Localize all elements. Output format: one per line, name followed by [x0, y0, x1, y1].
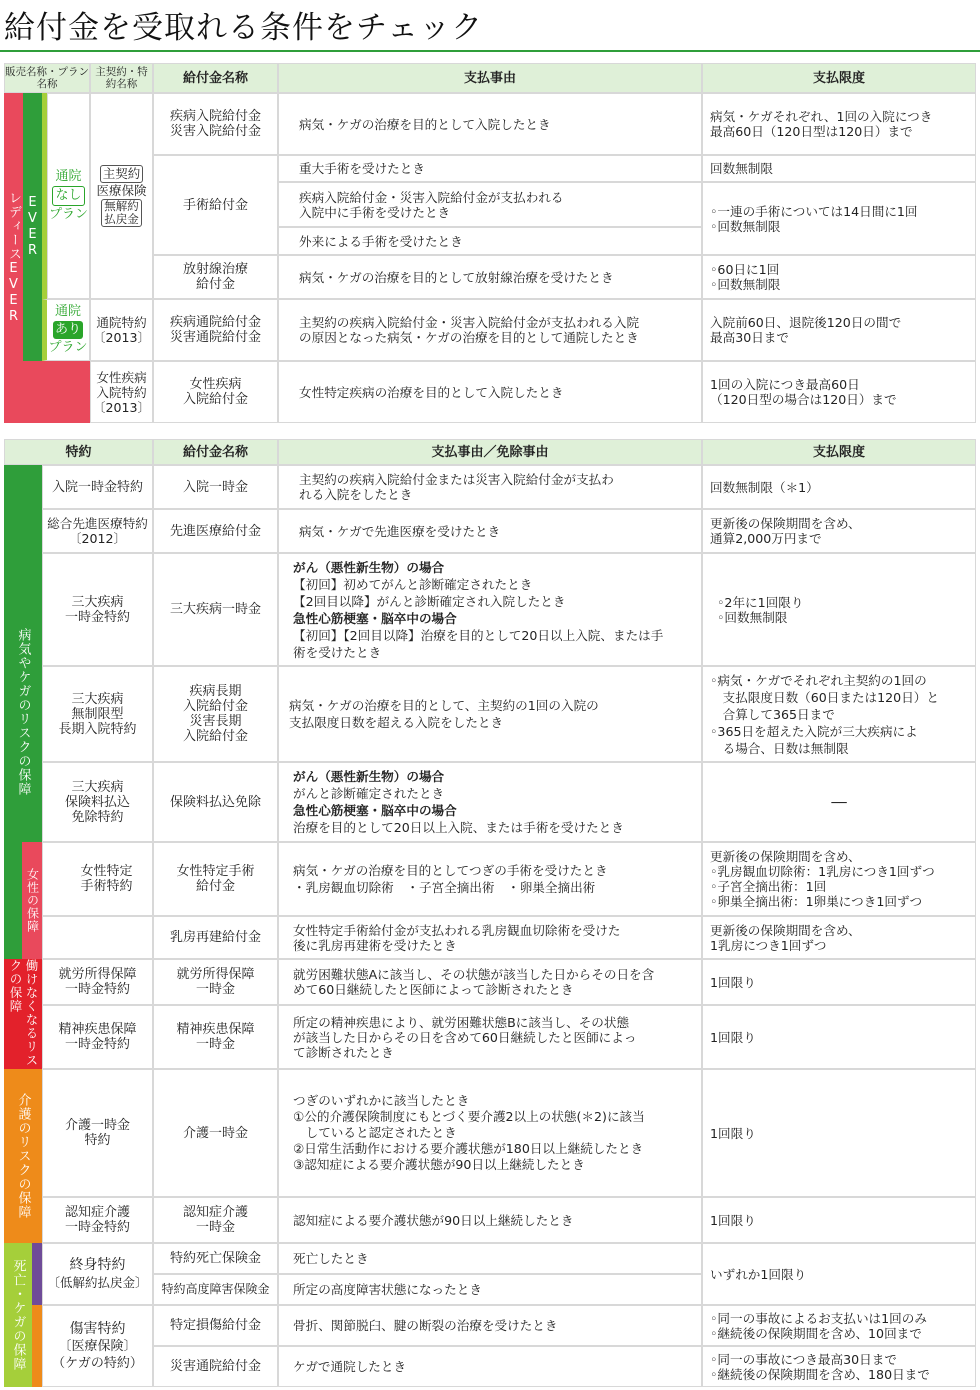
reason-cell: 認知症による要介護状態が90日以上継続したとき — [278, 1197, 702, 1243]
page-title: 給付金を受取れる条件をチェック — [4, 10, 484, 46]
benefit-cell: 介護一時金 — [153, 1069, 278, 1197]
main-contract-sub: 無解約 払戻金 — [101, 199, 142, 227]
limit-cell: 1回限り — [702, 959, 976, 1005]
rider-cell: 入院一時金特約 — [42, 465, 153, 509]
reason-cell: 骨折、関節脱臼、腱の断裂の治療を受けたとき — [278, 1305, 702, 1346]
limit-cell: いずれか1回限り — [702, 1243, 976, 1305]
limit-cell: ◦同一の事故によるお支払いは1回のみ ◦継続後の保険期間を含め、10回まで — [702, 1305, 976, 1346]
benefit-cell: 特約高度障害保険金 — [153, 1274, 278, 1305]
category-work: 働けなくなるリスクの保障 — [4, 959, 42, 1069]
benefit-cell: 手術給付金 — [153, 155, 278, 255]
josei-rider-name2: 入院特約 — [96, 384, 147, 400]
benefit-cell: 女性疾病 入院給付金 — [153, 361, 278, 423]
header-limit: 支払限度 — [702, 439, 976, 465]
limit-cell: 1回限り — [702, 1197, 976, 1243]
category-illness: 病気やケガのリスクの保障 — [4, 465, 42, 959]
death-bar — [32, 1243, 42, 1305]
header-benefit: 給付金名称 — [153, 63, 278, 93]
benefit-cell: 特定損傷給付金 — [153, 1305, 278, 1346]
rider-cell: 総合先進医療特約 〔2012〕 — [42, 509, 153, 553]
reason-cell: がん（悪性新生物）の場合 がんと診断確定されたとき 急性心筋梗塞・脳卒中の場合 治療を目的として20日以上入院、または手術を受けたとき — [278, 762, 702, 842]
benefit-cell: 入院一時金 — [153, 465, 278, 509]
josei-rider-name: 女性疾病 — [96, 369, 147, 385]
reason-cell: 外来による手術を受けたとき — [278, 227, 702, 255]
plan-nashi-box: なし — [52, 186, 84, 206]
limit-cell: ── — [702, 762, 976, 842]
brand-block — [23, 361, 90, 423]
limit-cell: 1回限り — [702, 1069, 976, 1197]
reason-cell: つぎのいずれかに該当したとき ①公的介護保険制度にもとづく要介護2以上の状態(＊2)に該当 していると認定されたとき ②日常生活動作における要介護状態が180日以上継続したとき ③認知症による要介護状態が90日以上継続したとき — [278, 1069, 702, 1197]
benefit-cell: 特約死亡保険金 — [153, 1243, 278, 1274]
rider-cell: 女性特定 手術特約 — [42, 842, 153, 916]
ever-band: EVER — [23, 93, 42, 361]
rider-cell: 傷害特約 〔医療保険〕 （ケガの特約） — [42, 1305, 153, 1387]
limit-cell: 更新後の保険期間を含め、 通算2,000万円まで — [702, 509, 976, 553]
header-contract: 主契約・特約名称 — [90, 63, 153, 93]
plan-nashi — [47, 93, 90, 299]
reason-cell: 就労困難状態Aに該当し、その状態が該当した日からその日を含 めて60日継続したと医師によって診断されたとき — [278, 959, 702, 1005]
rider-cell — [42, 916, 153, 959]
reason-cell: 病気・ケガの治療を目的としてつぎの手術を受けたとき ・乳房観血切除術 ・子宮全摘出術 ・卵巣全摘出術 — [278, 842, 702, 916]
benefit-cell: 疾病通院給付金 災害通院給付金 — [153, 299, 278, 361]
benefit-cell: 乳房再建給付金 — [153, 916, 278, 959]
rider-cell: 三大疾病 一時金特約 — [42, 553, 153, 666]
benefit-cell: 精神疾患保障 一時金 — [153, 1005, 278, 1069]
reason-cell: 女性特定手術給付金が支払われる乳房観血切除術を受けた 後に乳房再建術を受けたとき — [278, 916, 702, 959]
reason-cell: がん（悪性新生物）の場合 【初回】初めてがんと診断確定されたとき 【2回目以降】がんと診断確定され入院したとき 急性心筋梗塞・脳卒中の場合 【初回】【2回目以降】治療を目的として20日以上入院、または手 術を受けたとき — [278, 553, 702, 666]
reason-cell: 死亡したとき — [278, 1243, 702, 1274]
header-benefit: 給付金名称 — [153, 439, 278, 465]
benefit-cell: 就労所得保障 一時金 — [153, 959, 278, 1005]
main-contract — [90, 93, 153, 299]
reason-cell: ケガで通院したとき — [278, 1346, 702, 1387]
reason-cell: 女性特定疾病の治療を目的として入院したとき — [278, 361, 702, 423]
main-contract-type: 医療保険 — [96, 183, 147, 198]
limit-cell: ◦一連の手術については14日間に1回 ◦回数無制限 — [702, 182, 976, 255]
header-reason: 支払事由／免除事由 — [278, 439, 702, 465]
main-contract-label: 主契約 — [100, 165, 144, 183]
limit-cell: 更新後の保険期間を含め、 1乳房につき1回ずつ — [702, 916, 976, 959]
plan-nashi-pre: 通院 — [55, 169, 82, 184]
limit-cell: ◦60日に1回 ◦回数無制限 — [702, 255, 976, 299]
reason-cell: 疾病入院給付金・災害入院給付金が支払われる 入院中に手術を受けたとき — [278, 182, 702, 227]
category-care: 介護のリスクの保障 — [4, 1069, 42, 1243]
header-plan: 販売名称・プラン名称 — [4, 63, 90, 93]
josei-rider — [90, 361, 153, 423]
limit-cell: 病気・ケガそれぞれ、1回の入院につき 最高60日（120日型は120日）まで — [702, 93, 976, 155]
josei-rider-year: 〔2013〕 — [92, 399, 151, 415]
limit-cell: 回数無制限（＊1） — [702, 465, 976, 509]
benefit-cell: 保険料払込免除 — [153, 762, 278, 842]
tsuin-rider-name: 通院特約 — [96, 315, 147, 330]
header-limit: 支払限度 — [702, 63, 976, 93]
category-death: 死亡・ケガの保障 — [4, 1243, 32, 1387]
benefit-cell: 疾病長期 入院給付金 災害長期 入院給付金 — [153, 666, 278, 762]
plan-ari-post: プラン — [48, 340, 88, 355]
reason-cell: 病気・ケガで先進医療を受けたとき — [278, 509, 702, 553]
reason-cell: 主契約の疾病入院給付金・災害入院給付金が支払われる入院 の原因となった病気・ケガの治療を目的として通院したとき — [278, 299, 702, 361]
plan-ari-box: あり — [54, 322, 81, 337]
title-rule — [0, 50, 980, 52]
tsuin-rider-year: 〔2013〕 — [92, 330, 151, 345]
reason-cell: 重大手術を受けたとき — [278, 155, 702, 182]
benefit-cell: 災害通院給付金 — [153, 1346, 278, 1387]
plan-ari — [42, 299, 90, 361]
reason-cell: 病気・ケガの治療を目的として、主契約の1回の入院の 支払限度日数を超える入院をしたとき — [278, 666, 702, 762]
brand-band: レディースEVER — [4, 93, 23, 423]
benefit-cell: 認知症介護 一時金 — [153, 1197, 278, 1243]
limit-cell: ◦同一の事故につき最高30日まで ◦継続後の保険期間を含め、180日まで — [702, 1346, 976, 1387]
rider-cell: 就労所得保障 一時金特約 — [42, 959, 153, 1005]
header-reason: 支払事由 — [278, 63, 702, 93]
rider-cell: 精神疾患保障 一時金特約 — [42, 1005, 153, 1069]
benefit-cell: 疾病入院給付金 災害入院給付金 — [153, 93, 278, 155]
limit-cell: 1回限り — [702, 1005, 976, 1069]
limit-cell: 1回の入院につき最高60日 （120日型の場合は120日）まで — [702, 361, 976, 423]
tsuin-rider — [90, 299, 153, 361]
reason-cell: 病気・ケガの治療を目的として入院したとき — [278, 93, 702, 155]
limit-cell: ◦2年に1回限り ◦回数無制限 — [702, 553, 976, 666]
rider-cell: 三大疾病 無制限型 長期入院特約 — [42, 666, 153, 762]
rider-cell: 終身特約 〔低解約払戻金〕 — [42, 1243, 153, 1305]
header-rider: 特約 — [4, 439, 153, 465]
limit-cell: ◦病気・ケガでそれぞれ主契約の1回の 支払限度日数（60日または120日）と 合算して365日まで ◦365日を超えた入院が三大疾病によ る場合、日数は無制限 — [702, 666, 976, 762]
benefit-cell: 女性特定手術 給付金 — [153, 842, 278, 916]
rider-cell: 認知症介護 一時金特約 — [42, 1197, 153, 1243]
reason-cell: 主契約の疾病入院給付金または災害入院給付金が支払わ れる入院をしたとき — [278, 465, 702, 509]
reason-cell: 所定の精神疾患により、就労困難状態Bに該当し、その状態 が該当した日からその日を含めて60日継続したと医師によっ て診断されたとき — [278, 1005, 702, 1069]
plan-nashi-post: プラン — [48, 207, 88, 222]
reason-cell: 病気・ケガの治療を目的として放射線治療を受けたとき — [278, 255, 702, 299]
benefit-cell: 放射線治療 給付金 — [153, 255, 278, 299]
injury-bar — [32, 1305, 42, 1387]
plan-ari-pre: 通院 — [54, 304, 81, 319]
category-women: 女性の保障 — [22, 842, 42, 959]
limit-cell: 更新後の保険期間を含め、 ◦乳房観血切除術：1乳房につき1回ずつ ◦子宮全摘出術：1回 ◦卵巣全摘出術：1卵巣につき1回ずつ — [702, 842, 976, 916]
rider-cell: 介護一時金 特約 — [42, 1069, 153, 1197]
reason-cell: 所定の高度障害状態になったとき — [278, 1274, 702, 1305]
limit-cell: 入院前60日、退院後120日の間で 最高30日まで — [702, 299, 976, 361]
rider-cell: 三大疾病 保険料払込 免除特約 — [42, 762, 153, 842]
benefit-cell: 三大疾病一時金 — [153, 553, 278, 666]
limit-cell: 回数無制限 — [702, 155, 976, 182]
benefit-cell: 先進医療給付金 — [153, 509, 278, 553]
